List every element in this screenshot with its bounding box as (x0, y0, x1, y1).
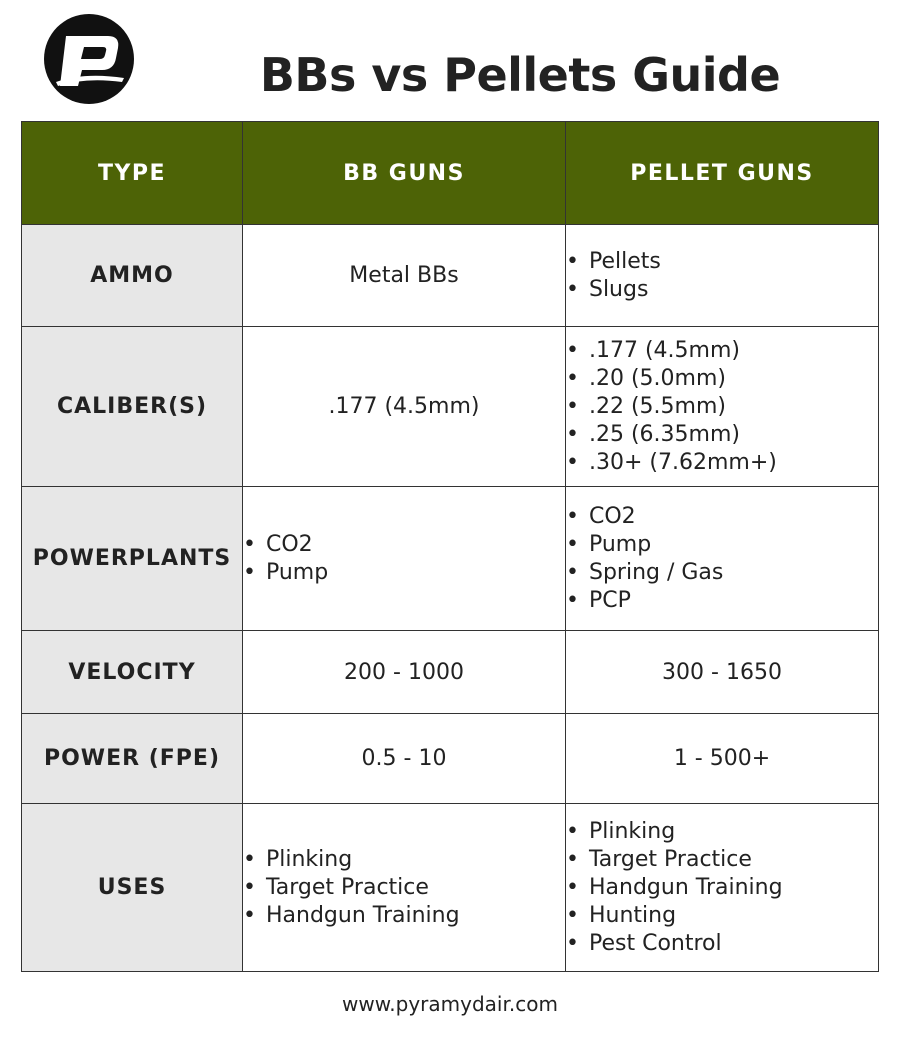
table-row-ammo (22, 225, 879, 327)
list-item: • Target Practice (566, 846, 878, 874)
row-label: POWERPLANTS (22, 487, 243, 631)
list-item: • CO2 (243, 531, 565, 559)
list-item: • Handgun Training (243, 902, 565, 930)
list-item: • .30+ (7.62mm+) (566, 449, 878, 477)
list-item: • .25 (6.35mm) (566, 421, 878, 449)
pellet-value (566, 487, 879, 631)
footer-url[interactable]: www.pyramydair.com (342, 992, 558, 1016)
table-row-uses (22, 804, 879, 972)
pellet-value (566, 327, 879, 487)
list-item: • PCP (566, 587, 878, 615)
page-title: BBs vs Pellets Guide (259, 48, 781, 102)
table-row-caliber (22, 327, 879, 487)
pellet-value (566, 225, 879, 327)
pellet-value: 300 - 1650 (566, 631, 879, 714)
list-item: • Pest Control (566, 930, 878, 958)
list-item: • Pump (243, 559, 565, 587)
list-item: • Hunting (566, 902, 878, 930)
header-row (22, 122, 879, 225)
list-item: • CO2 (566, 503, 878, 531)
bb-value (243, 804, 566, 972)
list-item: • Spring / Gas (566, 559, 878, 587)
table-row-velocity (22, 631, 879, 714)
row-label: CALIBER(S) (22, 327, 243, 487)
list-item: • Pellets (566, 248, 878, 276)
list-item: • Target Practice (243, 874, 565, 902)
row-label: VELOCITY (22, 631, 243, 714)
list-item: • .177 (4.5mm) (566, 337, 878, 365)
list-item: • Plinking (243, 846, 565, 874)
row-label: POWER (FPE) (22, 714, 243, 804)
column-header-type: TYPE (22, 122, 243, 225)
table-row-power (22, 714, 879, 804)
bb-value: Metal BBs (243, 225, 566, 327)
list-item: • Handgun Training (566, 874, 878, 902)
column-header-pellet-guns: PELLET GUNS (566, 122, 879, 225)
pellet-value (566, 804, 879, 972)
bb-value: 0.5 - 10 (243, 714, 566, 804)
row-label: AMMO (22, 225, 243, 327)
list-item: • Pump (566, 531, 878, 559)
bb-value: 200 - 1000 (243, 631, 566, 714)
list-item: • Slugs (566, 276, 878, 304)
list-item: • .20 (5.0mm) (566, 365, 878, 393)
bb-value (243, 487, 566, 631)
pellet-value: 1 - 500+ (566, 714, 879, 804)
column-header-bb-guns: BB GUNS (243, 122, 566, 225)
list-item: • Plinking (566, 818, 878, 846)
comparison-table (21, 121, 879, 972)
list-item: • .22 (5.5mm) (566, 393, 878, 421)
table-row-powerplants (22, 487, 879, 631)
row-label: USES (22, 804, 243, 972)
bb-value: .177 (4.5mm) (243, 327, 566, 487)
pyramyd-logo-icon (44, 14, 134, 104)
